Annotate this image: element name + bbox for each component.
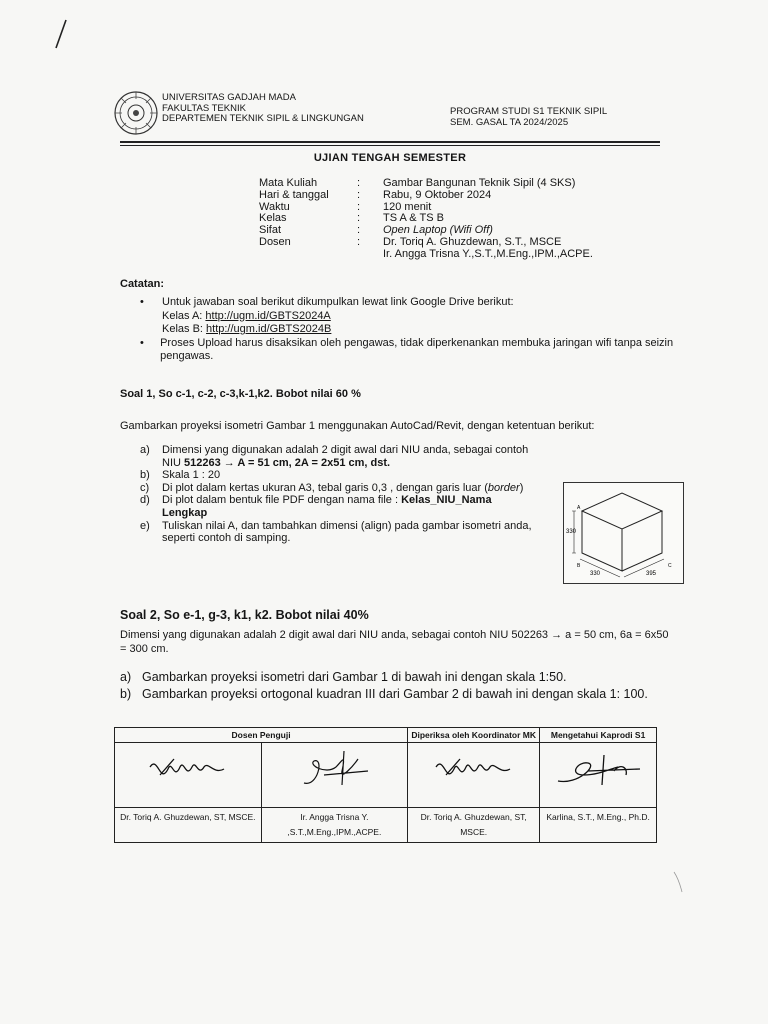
item-text: Gambarkan proyeksi isometri dari Gambar 1 di bawah ini dengan skala 1:50. <box>142 670 567 684</box>
soal2-heading: Soal 2, So e-1, g-3, k1, k2. Bobot nilai 40% <box>120 608 369 622</box>
info-value: Gambar Bangunan Teknik Sipil (4 SKS) <box>383 177 576 189</box>
header-dosen-penguji: Dosen Penguji <box>115 728 408 743</box>
item-text-part: Di plot dalam bentuk file PDF dengan nama file : <box>162 494 402 507</box>
signer-name: Dr. Toriq A. Ghuzdewan, ST, MSCE. <box>408 808 540 843</box>
soal1-list <box>140 444 560 545</box>
soal2-intro: Dimensi yang digunakan adalah 2 digit awal dari NIU anda, sebagai contoh NIU 502263 → a = 50 cm, 6a = 6x50 = 300 cm. <box>120 629 669 655</box>
info-colon-empty <box>357 249 383 261</box>
pen-mark <box>52 18 70 50</box>
item-text-bold: 512263 → A = 51 cm, 2A = 2x51 cm, dst. <box>184 456 391 469</box>
list-item <box>140 337 680 364</box>
item-label: b) <box>120 687 132 701</box>
soal2-list <box>120 669 648 703</box>
signature-name-row <box>115 808 657 843</box>
exam-info <box>259 178 593 261</box>
signature-cell <box>115 743 262 808</box>
item-text-part: NIU <box>162 456 184 469</box>
list-item <box>140 444 560 469</box>
item-text: Tuliskan nilai A, dan tambahkan dimensi (align) pada gambar isometri anda, seperti contoh di samping. <box>162 519 532 545</box>
item-label: c) <box>140 481 150 494</box>
dim-height-label: 330 <box>566 529 577 535</box>
signature-row <box>115 743 657 808</box>
item-label: a) <box>140 444 150 456</box>
info-colon: : <box>357 188 361 201</box>
info-row <box>259 190 593 202</box>
point-a-label: A <box>577 505 581 511</box>
info-colon: : <box>357 212 361 225</box>
page-title: UJIAN TENGAH SEMESTER <box>313 152 467 164</box>
list-item <box>140 520 560 545</box>
item-label: b) <box>140 469 150 482</box>
item-text-italic: border <box>487 481 520 494</box>
info-key: Hari & tanggal <box>259 188 329 201</box>
header-diperiksa: Diperiksa oleh Koordinator MK <box>408 728 540 743</box>
item-text: Skala 1 : 20 <box>162 469 221 482</box>
item-text <box>162 494 522 519</box>
info-key: Kelas <box>259 212 287 225</box>
point-b-label: B <box>577 563 581 569</box>
header-mengetahui: Mengetahui Kaprodi S1 <box>540 728 657 743</box>
info-value: Rabu, 9 Oktober 2024 <box>383 188 492 201</box>
info-row <box>259 237 593 249</box>
stray-mark <box>672 870 686 894</box>
notes-heading: Catatan: <box>120 278 165 290</box>
list-item <box>140 469 560 482</box>
info-colon: : <box>357 200 361 213</box>
bullet-glyph: • <box>140 296 144 308</box>
point-c-label: C <box>668 563 672 569</box>
signer-name: Ir. Angga Trisna Y. ,S.T.,M.Eng.,IPM.,ACPE. <box>261 808 408 843</box>
info-colon: : <box>357 235 361 248</box>
item-text-part: ) <box>519 481 524 494</box>
signature-angga <box>284 745 384 795</box>
soal1-intro: Gambarkan proyeksi isometri Gambar 1 menggunakan AutoCad/Revit, dengan ketentuan berikut: <box>120 420 595 432</box>
faculty-name: FAKULTAS TEKNIK <box>162 102 246 114</box>
header-institution <box>162 93 364 125</box>
item-text <box>162 444 528 469</box>
isometric-box-figure <box>563 482 684 584</box>
signature-table <box>114 727 657 843</box>
program-name: PROGRAM STUDI S1 TEKNIK SIPIL <box>450 106 608 117</box>
info-value: TS A & TS B <box>383 212 444 225</box>
info-key: Mata Kuliah <box>259 177 318 189</box>
item-text-part: Di plot dalam kertas ukuran A3, tebal garis 0,3 , dengan garis luar ( <box>162 481 488 494</box>
notes-list <box>140 296 680 364</box>
item-label: e) <box>140 519 150 532</box>
kelas-a-label: Kelas A: <box>162 309 206 322</box>
semester-name: SEM. GASAL TA 2024/2025 <box>450 116 569 128</box>
university-seal-logo <box>113 90 159 136</box>
info-value: Open Laptop (Wifi Off) <box>383 224 493 237</box>
item-text-bold: Kelas_NIU_Nama Lengkap <box>162 494 492 519</box>
signature-cell <box>540 743 657 808</box>
signature-karlina <box>548 745 648 795</box>
signer-name: Dr. Toriq A. Ghuzdewan, ST, MSCE. <box>115 808 262 843</box>
department-name: DEPARTEMEN TEKNIK SIPIL & LINGKUNGAN <box>162 113 364 124</box>
signer-name: Karlina, S.T., M.Eng., Ph.D. <box>540 808 657 843</box>
isometric-box-drawing <box>564 483 683 583</box>
list-item <box>140 296 680 310</box>
header-divider-thin <box>120 145 660 146</box>
item-label: a) <box>120 670 132 684</box>
info-key <box>259 249 357 261</box>
header-divider <box>120 141 660 143</box>
dim-left-label: 330 <box>590 571 601 577</box>
university-name: UNIVERSITAS GADJAH MADA <box>162 92 296 103</box>
bullet-glyph: • <box>140 336 144 349</box>
header-program <box>450 107 607 128</box>
info-row <box>259 249 593 261</box>
list-item <box>120 669 648 686</box>
info-value: 120 menit <box>383 200 432 213</box>
info-colon: : <box>357 177 361 189</box>
info-key: Sifat <box>259 224 282 237</box>
soal1-heading: Soal 1, So c-1, c-2, c-3,k-1,k2. Bobot nilai 60 % <box>120 388 361 400</box>
item-text <box>162 482 523 495</box>
signature-toriq <box>138 745 238 795</box>
note-text: Proses Upload harus disaksikan oleh pengawas, tidak diperkenankan membuka jaringan wifi tanpa seizin pengawas. <box>160 336 674 362</box>
info-value: Dr. Toriq A. Ghuzdewan, S.T., MSCE <box>383 235 562 248</box>
list-item <box>140 482 560 495</box>
link-row-a <box>162 310 680 324</box>
kelas-a-link[interactable]: http://ugm.id/GBTS2024A <box>205 309 331 322</box>
signature-cell <box>261 743 408 808</box>
signature-toriq-koordinator <box>424 745 524 795</box>
signature-header-row <box>115 728 657 743</box>
info-key: Dosen <box>259 235 291 248</box>
info-key: Waktu <box>259 200 290 213</box>
note-text: Untuk jawaban soal berikut dikumpulkan lewat link Google Drive berikut: <box>162 296 514 308</box>
item-text-part: Dimensi yang digunakan adalah 2 digit awal dari NIU anda, sebagai contoh <box>162 444 529 456</box>
kelas-b-link[interactable]: http://ugm.id/GBTS2024B <box>206 323 332 335</box>
item-text: Gambarkan proyeksi ortogonal kuadran III dari Gambar 2 di bawah ini dengan skala 1: 100. <box>142 687 648 701</box>
item-label: d) <box>140 494 150 507</box>
kelas-b-label: Kelas B: <box>162 323 207 335</box>
dim-right-label: 395 <box>646 571 657 577</box>
list-item <box>140 494 560 519</box>
signature-cell <box>408 743 540 808</box>
info-value: Ir. Angga Trisna Y.,S.T.,M.Eng.,IPM.,ACPE. <box>383 247 593 260</box>
list-item <box>120 686 648 703</box>
info-colon: : <box>357 224 361 237</box>
link-row-b <box>162 323 680 337</box>
